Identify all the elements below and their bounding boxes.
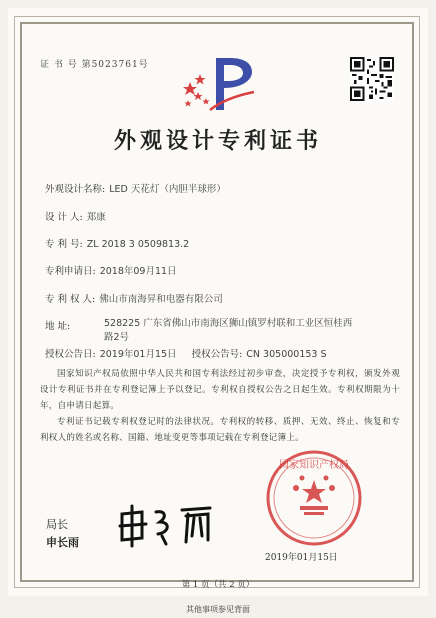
patentee-value: 佛山市南海昇和电器有限公司 xyxy=(99,294,223,305)
announcement-date-value: 2019年01月15日 xyxy=(99,349,177,360)
patent-number-row xyxy=(45,236,189,250)
application-date-label: 专利申请日: xyxy=(45,266,96,277)
address-label: 地 址: xyxy=(45,321,71,332)
application-date-value: 2018年09月11日 xyxy=(99,266,177,277)
address-value: 528225 广东省佛山市南海区狮山镇罗村联和工业区恒桂西路2号 xyxy=(104,318,353,343)
qr-code-icon xyxy=(350,57,394,101)
design-name-label: 外观设计名称: xyxy=(45,184,106,195)
announcement-number-value: CN 305000153 S xyxy=(246,349,327,360)
announcement-row xyxy=(45,346,327,360)
patentee-row xyxy=(45,291,223,305)
handwritten-signature-icon xyxy=(112,500,222,550)
footer-note: 其他事项参见背面 xyxy=(186,605,250,614)
designer-value: 郑康 xyxy=(86,212,106,223)
seal-date: 2019年01月15日 xyxy=(265,553,338,563)
grant-paragraph: 国家知识产权局依照中华人民共和国专利法经过初步审查，决定授予专利权，颁发外观设计专利证书并在专利登记簿上予以登记。专利权自授权公告之日起生效。专利权期限为十年，自申请日起算。 xyxy=(40,369,400,411)
official-seal-icon xyxy=(262,444,366,562)
announcement-date-label: 授权公告日: xyxy=(45,349,96,360)
patentee-label: 专 利 权 人: xyxy=(45,294,96,305)
cnipa-logo-icon xyxy=(180,52,262,114)
design-name-value: LED 天花灯（内胆半球形） xyxy=(109,184,226,195)
designer-label: 设 计 人: xyxy=(45,212,83,223)
page-title: 外观设计专利证书 xyxy=(113,128,322,154)
application-date-row xyxy=(45,263,177,277)
design-name-row xyxy=(45,181,226,195)
director-name: 申长雨 xyxy=(46,536,79,549)
director-title: 局长 xyxy=(46,518,68,531)
page-number: 第 1 页（共 2 页） xyxy=(181,580,255,590)
patent-number-value: ZL 2018 3 0509813.2 xyxy=(86,239,190,250)
designer-row xyxy=(45,209,106,223)
svg-text:国家知识产权局: 国家知识产权局 xyxy=(279,460,349,471)
certificate-number: 证 书 号 第5023761号 xyxy=(40,60,149,70)
announcement-number-label: 授权公告号: xyxy=(191,349,243,360)
legal-status-paragraph: 专利证书记载专利权登记时的法律状况。专利权的转移、质押、无效、终止、恢复和专利权人的姓名或名称、国籍、地址变更等事项记载在专利登记簿上。 xyxy=(40,417,400,443)
patent-number-label: 专 利 号: xyxy=(45,239,83,250)
